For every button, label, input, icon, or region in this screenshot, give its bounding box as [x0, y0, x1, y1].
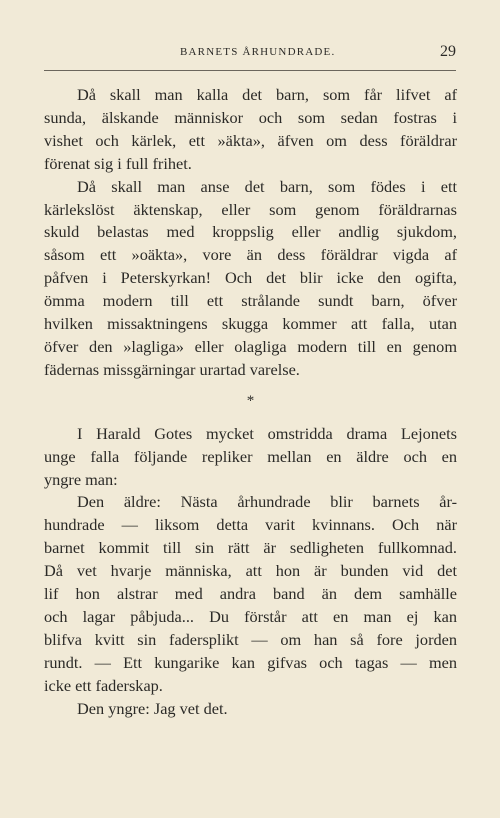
text-line: rundt. — Ett kungarike kan gifvas och tagas — men	[44, 652, 457, 672]
text-line: Den äldre: Nästa århundrade blir barnets år-	[77, 492, 457, 512]
text-line: unge falla följande repliker mellan en äldre och en	[44, 446, 457, 466]
text-line: öfver den »lagliga» eller olagliga modern till en genom	[44, 336, 457, 356]
text-line: vishet och kärlek, ett »äkta», äfven om dess föräldrar	[44, 130, 457, 150]
text-line: kärlekslöst äktenskap, eller som genom föräldrarnas	[44, 199, 457, 219]
text-line: fädernas missgärningar urartad varelse.	[44, 359, 300, 379]
text-line: I Harald Gotes mycket omstridda drama Lejonets	[77, 423, 457, 443]
text-line: Då vet hvarje människa, att hon är bunden vid det	[44, 561, 457, 581]
paragraph	[44, 491, 457, 697]
text-line: Den yngre: Jag vet det.	[77, 698, 228, 718]
section-separator: *	[246, 392, 255, 409]
text-line: och lagar påbjuda... Du förstår att en man ej kan	[44, 606, 457, 626]
text-line: barnet kommit till sin rätt är sedligheten fullkomnad.	[44, 538, 457, 558]
paragraph	[44, 176, 457, 382]
text-line: såsom ett »oäkta», vore än dess föräldrar vigda af	[44, 245, 457, 265]
text-line: blifva kvitt sin fadersplikt — om han så fore jorden	[44, 629, 457, 649]
text-line: sunda, älskande människor och som sedan fostras i	[44, 107, 457, 127]
running-title: BARNETS ÅRHUNDRADE.	[180, 46, 336, 58]
paragraph	[44, 84, 457, 176]
text-line: påfven i Peterskyrkan! Och det blir icke den ogifta,	[44, 268, 457, 288]
text-line: Då skall man kalla det barn, som får lifvet af	[77, 85, 457, 104]
page-header	[44, 43, 456, 67]
text-line: skuld belastas med kroppslig eller andlig sjukdom,	[44, 222, 457, 242]
text-line: yngre man:	[44, 469, 118, 489]
text-line: Då skall man anse det barn, som födes i ett	[77, 176, 457, 196]
header-rule	[44, 70, 456, 71]
text-line: förenat sig i full frihet.	[44, 153, 192, 173]
text-line: icke ett faderskap.	[44, 675, 163, 695]
page-number: 29	[440, 43, 456, 60]
paragraph	[44, 423, 457, 492]
text-line: hvilken missaktningens skugga kommer att falla, utan	[44, 314, 457, 334]
text-line: lif hon alstrar med andra band än dem samhälle	[44, 584, 457, 604]
text-line: hundrade — liksom detta varit kvinnans. Och när	[44, 515, 457, 535]
text-line: ömma modern till ett strålande sundt barn, öfver	[44, 291, 457, 311]
body-text	[44, 84, 457, 720]
paragraph	[44, 698, 457, 721]
